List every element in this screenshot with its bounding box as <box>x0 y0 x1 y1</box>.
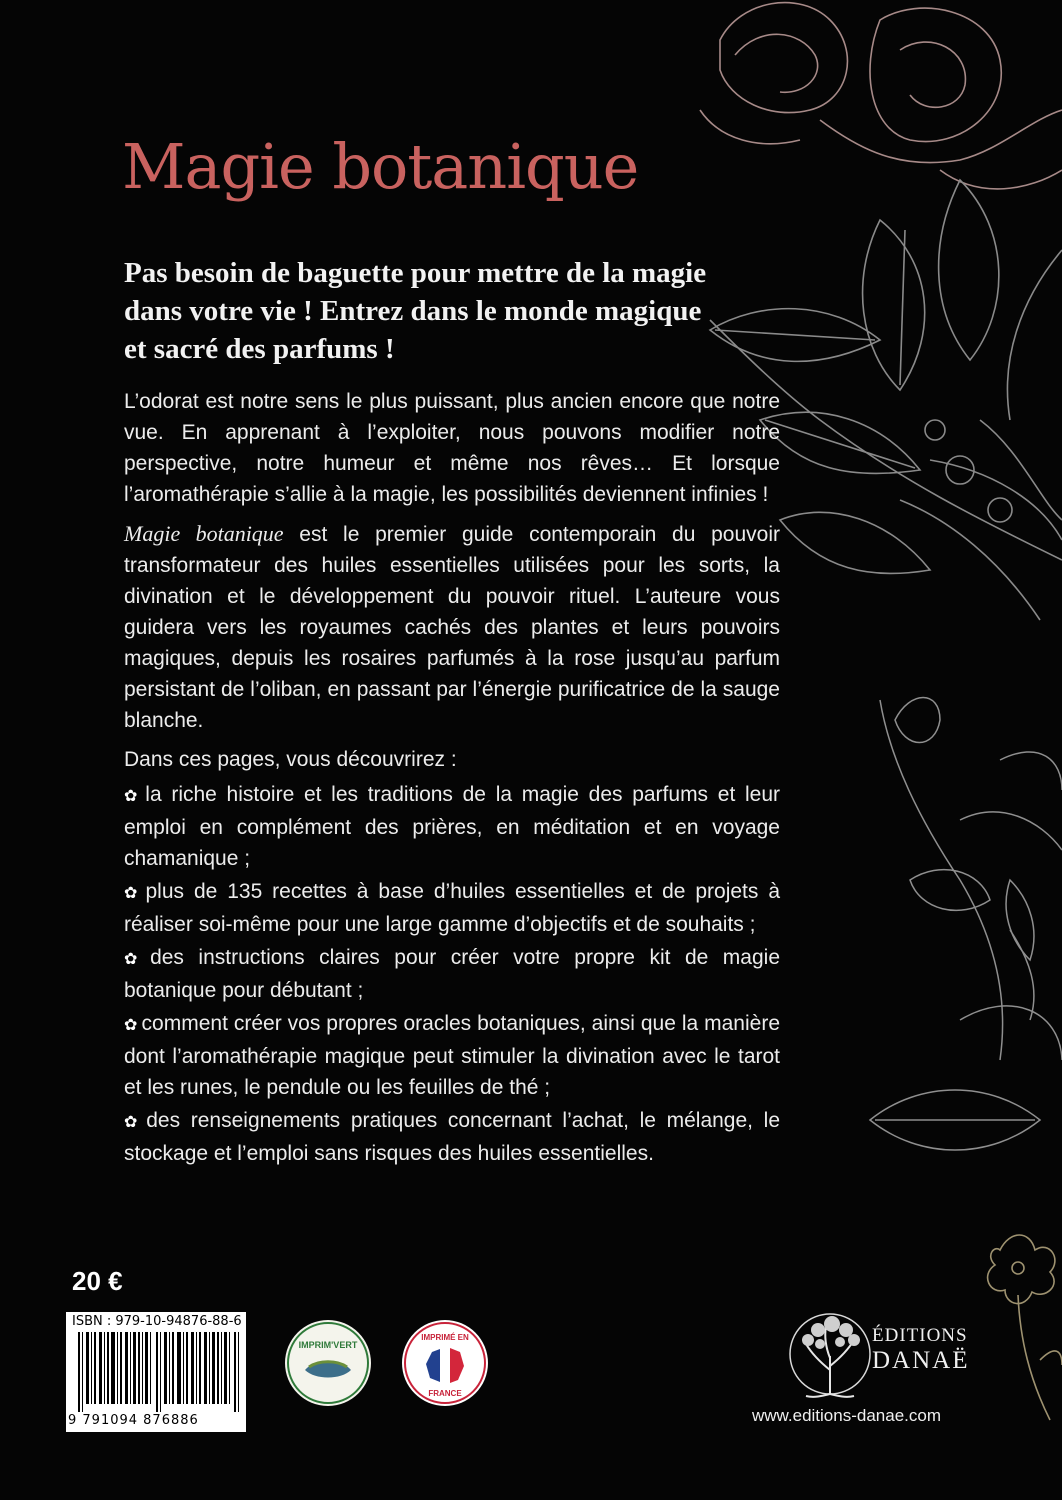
imprime-en-label: IMPRIMÉ EN <box>421 1333 469 1342</box>
list-item-text: des renseignements pratiques concernant l’achat, le mélange, le stockage et l’emploi sans risques des huiles essentielles. <box>124 1109 781 1165</box>
france-label: FRANCE <box>428 1389 462 1398</box>
list-item <box>124 1008 780 1103</box>
lead-line-2: dans votre vie ! Entrez dans le monde magique <box>124 295 702 327</box>
list-item-text: des instructions claires pour créer votre propre kit de magie botanique pour débutant ; <box>124 946 780 1002</box>
flower-bullet-icon: ✿ <box>124 788 142 805</box>
imprim-vert-label: IMPRIM'VERT <box>298 1340 358 1350</box>
paragraph-2 <box>124 518 780 736</box>
description <box>124 386 780 1171</box>
imprim-vert-logo-icon <box>285 1320 371 1406</box>
lead-line-1: Pas besoin de baguette pour mettre de la magie <box>124 257 707 289</box>
tree-logo-icon <box>788 1310 872 1406</box>
list-item-text: comment créer vos propres oracles botaniques, ainsi que la manière dont l’aromathérapie magique peut stimuler la divination avec le tarot et les runes, le pendule ou les feuilles de thé ; <box>124 1012 781 1099</box>
herb-branch-icon <box>870 698 1062 1151</box>
paragraph-2-text: est le premier guide contemporain du pouvoir transformateur des huiles essentielles utilisées pour les sorts, la divination et le développement du pouvoir rituel. L’auteure vous guidera vers les royaumes cachés des plantes et leurs pouvoirs magiques, depuis les rosaires parfumés à la rose jusqu’au parfum persistant de l’oliban, en passant par l’énergie purificatrice de la sauge blanche. <box>124 523 780 732</box>
list-item <box>124 942 780 1006</box>
list-item-text: la riche histoire et les traditions de la magie des parfums et leur emploi en complément des prières, en méditation et en voyage chamanique ; <box>124 783 780 870</box>
barcode-number: 9 791094 876886 <box>68 1413 199 1428</box>
isbn-text: ISBN : 979-10-94876-88-6 <box>72 1314 242 1329</box>
gold-flower-icon <box>988 1235 1062 1420</box>
book-title: Magie botanique <box>122 130 639 203</box>
flower-bullet-icon: ✿ <box>124 1017 138 1034</box>
price: 20 € <box>72 1266 123 1296</box>
lead-tagline <box>124 254 724 368</box>
list-item <box>124 779 780 874</box>
inline-book-title: Magie botanique <box>124 521 284 546</box>
flower-bullet-icon: ✿ <box>124 1114 143 1131</box>
lead-line-3: et sacré des parfums ! <box>124 333 395 365</box>
imprime-en-france-badge <box>402 1320 488 1406</box>
publisher-website: www.editions-danae.com <box>752 1406 941 1425</box>
flower-bullet-icon: ✿ <box>124 885 142 902</box>
publisher-line-1: ÉDITIONS <box>872 1325 968 1346</box>
barcode-bars-icon <box>78 1332 242 1412</box>
list-item-text: plus de 135 recettes à base d’huiles essentielles et de projets à réaliser soi-même pour une large gamme d’objectifs et de souhaits ; <box>124 880 780 936</box>
list-item <box>124 1105 780 1169</box>
rose-flower-icon <box>700 3 1062 189</box>
france-map-icon <box>402 1320 488 1406</box>
list-item <box>124 876 780 940</box>
publisher-line-2: DANAË <box>872 1347 970 1374</box>
publisher-logo <box>872 1325 970 1375</box>
paragraph-1: L’odorat est notre sens le plus puissant, plus ancien encore que notre vue. En apprenant à l’exploiter, nous pouvons modifier notre perspective, notre humeur et même nos rêves… Et lorsque l’aromathérapie s’allie à la magie, les possibilités deviennent infinies ! <box>124 390 780 506</box>
isbn-barcode <box>66 1312 246 1432</box>
flower-bullet-icon: ✿ <box>124 951 147 968</box>
imprim-vert-badge <box>285 1320 371 1406</box>
list-intro: Dans ces pages, vous découvrirez : <box>124 748 457 771</box>
